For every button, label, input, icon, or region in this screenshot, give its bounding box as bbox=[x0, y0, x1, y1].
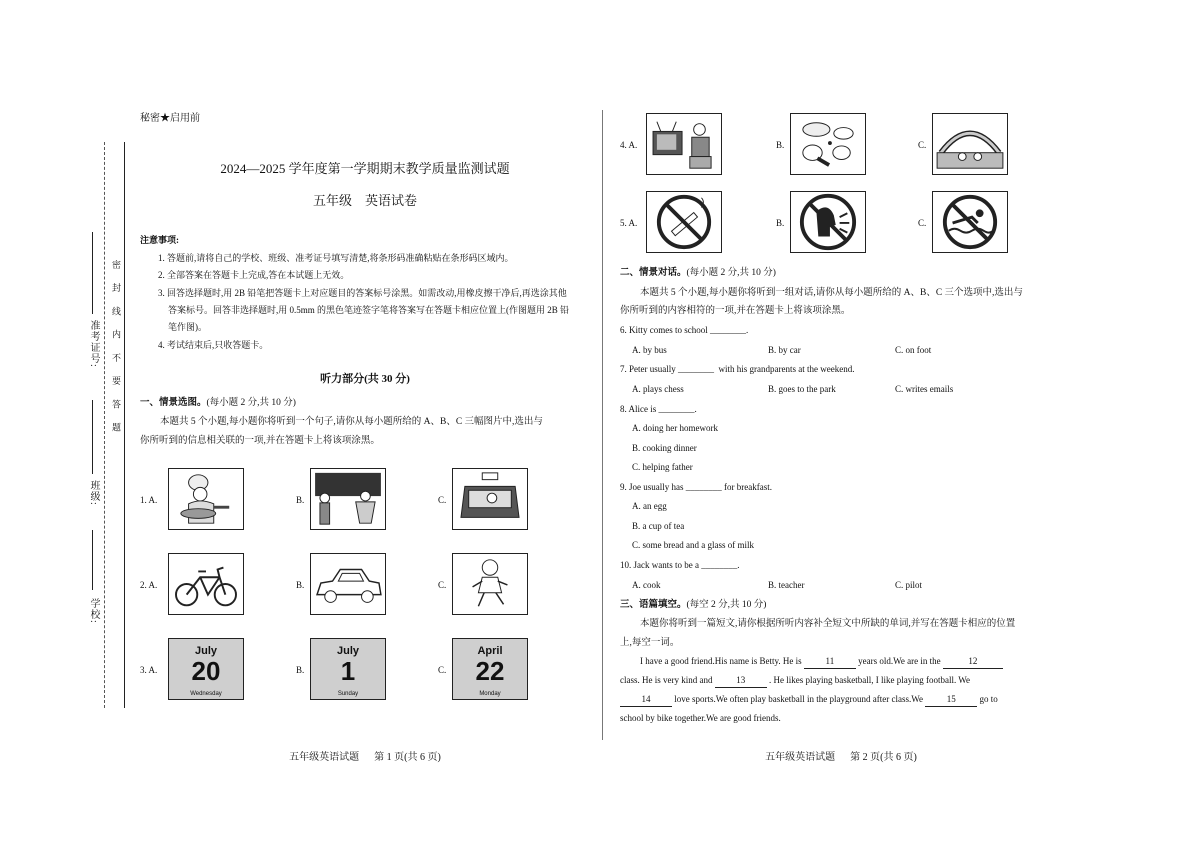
q10-stem: 10. Jack wants to be a ________. bbox=[620, 560, 740, 570]
q6-stem: 6. Kitty comes to school ________. bbox=[620, 325, 749, 335]
q1-label: 1. A. bbox=[140, 495, 158, 505]
note-3-cont: 答案标号。回答非选择题时,用 0.5mm 的黑色笔迹签字笔将答案写在答题卡相应位置上(作图题用 2B 铅 bbox=[168, 305, 570, 315]
section2-heading bbox=[620, 266, 776, 280]
q8-option-c: C. helping father bbox=[632, 462, 693, 472]
side-seal-text: 密 封 线 内 不 要 答 题 bbox=[111, 260, 121, 438]
q7-stem: 7. Peter usually ________ with his grandparents at the weekend. bbox=[620, 364, 855, 374]
note-3: 3. 回答选择题时,用 2B 铅笔把答题卡上对应题目的答案标号涂黑。如需改动,用橡皮擦干净后,再选涂其他 bbox=[158, 288, 567, 298]
passage-text-2b: . He likes playing basketball, I like playing football. We bbox=[768, 675, 971, 685]
q7-option-b: B. goes to the park bbox=[768, 384, 836, 394]
q8-option-b: B. cooking dinner bbox=[632, 443, 697, 453]
section1-instr-1: 本题共 5 个小题,每小题你将听到一个句子,请你从每小题所给的 A、B、C 三幅图片中,选出与 bbox=[160, 417, 543, 427]
page1-footer: 五年级英语试题 第 1 页(共 6 页) bbox=[289, 752, 441, 763]
passage-text-3b: love sports.We often play basketball in the playground after class.We bbox=[674, 694, 923, 704]
school-blank bbox=[92, 530, 93, 590]
q10-option-c: C. pilot bbox=[895, 580, 923, 590]
q3b-day: 1 bbox=[340, 656, 356, 686]
q1b-teacher-image bbox=[310, 468, 386, 530]
q7-option-c: C. writes emails bbox=[895, 384, 954, 394]
q4c-park-image bbox=[932, 113, 1008, 175]
notes-title: 注意事项: bbox=[140, 235, 179, 245]
q2b-car-image bbox=[310, 553, 386, 615]
q3b-calendar bbox=[310, 638, 386, 700]
q4-b-label: B. bbox=[776, 140, 785, 150]
section3-title: 三、语篇填空。 bbox=[620, 600, 687, 610]
side-class-label: 班级: bbox=[88, 480, 99, 506]
section3-heading bbox=[620, 598, 766, 612]
q9-option-c: C. some bread and a glass of milk bbox=[632, 540, 754, 550]
q5-c-label: C. bbox=[918, 218, 927, 228]
q3c-month: April bbox=[477, 645, 503, 657]
q3a-month: July bbox=[194, 645, 217, 657]
q4-c-label: C. bbox=[918, 140, 927, 150]
q3b-week: Sunday bbox=[337, 691, 359, 697]
note-3-cont2: 笔作图)。 bbox=[168, 322, 207, 332]
passage-line-1 bbox=[640, 655, 1003, 669]
note-1: 1. 答题前,请将自己的学校、班级、准考证号填写清楚,将条形码准确粘贴在条形码区域内。 bbox=[158, 253, 514, 263]
q2-c-label: C. bbox=[438, 580, 447, 590]
q6-option-c: C. on foot bbox=[895, 345, 932, 355]
section3-note: (每空 2 分,共 10 分) bbox=[686, 600, 767, 610]
q8-stem: 8. Alice is ________. bbox=[620, 404, 697, 414]
section2-title: 二、情景对话。 bbox=[620, 268, 687, 278]
q1c-taxi-image bbox=[452, 468, 528, 530]
q3c-week: Monday bbox=[479, 691, 501, 697]
q9-option-b: B. a cup of tea bbox=[632, 521, 685, 531]
q10-option-a: A. cook bbox=[632, 580, 661, 590]
q2a-bicycle-image bbox=[168, 553, 244, 615]
q2c-walking-girl-image bbox=[452, 553, 528, 615]
passage-text-2a: class. He is very kind and bbox=[620, 675, 713, 685]
q2-b-label: B. bbox=[296, 580, 305, 590]
q5-b-label: B. bbox=[776, 218, 785, 228]
q7-option-a: A. plays chess bbox=[632, 384, 684, 394]
section1-note: (每小题 2 分,共 10 分) bbox=[206, 398, 296, 408]
section2-instr-1: 本题共 5 个小题,每小题你将听到一组对话,请你从每小题所给的 A、B、C 三个选项中,选出与 bbox=[640, 288, 1023, 298]
note-2: 2. 全部答案在答题卡上完成,答在本试题上无效。 bbox=[158, 270, 350, 280]
q3a-day: 20 bbox=[191, 656, 221, 686]
class-blank bbox=[92, 400, 93, 474]
page2-footer: 五年级英语试题 第 2 页(共 6 页) bbox=[765, 752, 917, 763]
passage-line-4: school by bike together.We are good friends. bbox=[620, 713, 781, 723]
listening-title: 听力部分(共 30 分) bbox=[320, 373, 410, 385]
side-school-label: 学校: bbox=[88, 598, 99, 624]
blank-13[interactable]: 13 bbox=[715, 674, 767, 688]
q3a-calendar bbox=[168, 638, 244, 700]
q5-label: 5. A. bbox=[620, 218, 638, 228]
passage-line-3 bbox=[620, 693, 998, 707]
side-id-label: 准考证号: bbox=[88, 320, 99, 368]
q1-c-label: C. bbox=[438, 495, 447, 505]
blank-15[interactable]: 15 bbox=[925, 693, 977, 707]
q5c-no-swimming-sign bbox=[932, 191, 1008, 253]
q3c-day: 22 bbox=[475, 656, 505, 686]
q10-option-b: B. teacher bbox=[768, 580, 805, 590]
blank-12[interactable]: 12 bbox=[943, 655, 1003, 669]
exam-title: 2024—2025 学年度第一学期期末教学质量监测试题 bbox=[220, 161, 510, 176]
q5b-no-talking-sign bbox=[790, 191, 866, 253]
passage-line-2 bbox=[620, 674, 970, 688]
q9-stem: 9. Joe usually has ________ for breakfast. bbox=[620, 482, 772, 492]
q3-c-label: C. bbox=[438, 665, 447, 675]
q8-option-a: A. doing her homework bbox=[632, 423, 718, 433]
q3c-calendar bbox=[452, 638, 528, 700]
note-4: 4. 考试结束后,只收答题卡。 bbox=[158, 340, 269, 350]
passage-text-1a: I have a good friend.His name is Betty. He is bbox=[640, 656, 802, 666]
exam-subtitle: 五年级 英语试卷 bbox=[312, 193, 417, 208]
blank-14[interactable]: 14 bbox=[620, 693, 672, 707]
q5a-no-smoking-sign bbox=[646, 191, 722, 253]
section1-title: 一、情景选图。 bbox=[140, 398, 207, 408]
q4b-pingpong-image bbox=[790, 113, 866, 175]
q3b-month: July bbox=[336, 645, 359, 657]
page-divider bbox=[602, 110, 603, 740]
section2-note: (每小题 2 分,共 10 分) bbox=[686, 268, 776, 278]
id-blank bbox=[92, 232, 93, 314]
q3a-week: Wednesday bbox=[190, 691, 222, 697]
blank-11[interactable]: 11 bbox=[804, 655, 856, 669]
q9-option-a: A. an egg bbox=[632, 501, 667, 511]
section1-instr-2: 你所听到的信息相关联的一项,并在答题卡上将该项涂黑。 bbox=[140, 436, 380, 446]
q1-b-label: B. bbox=[296, 495, 305, 505]
passage-text-3c: go to bbox=[979, 694, 998, 704]
q3-label: 3. A. bbox=[140, 665, 158, 675]
q4-label: 4. A. bbox=[620, 140, 638, 150]
section2-instr-2: 你所听到的内容相符的一项,并在答题卡上将该项涂黑。 bbox=[620, 306, 851, 316]
section3-instr-2: 上,每空一词。 bbox=[620, 638, 680, 648]
q6-option-b: B. by car bbox=[768, 345, 801, 355]
binding-dashed-line bbox=[104, 142, 105, 708]
q1a-chef-image bbox=[168, 468, 244, 530]
q3-b-label: B. bbox=[296, 665, 305, 675]
secret-label: 秘密★启用前 bbox=[140, 113, 200, 124]
section1-heading bbox=[140, 396, 296, 410]
q6-option-a: A. by bus bbox=[632, 345, 667, 355]
section3-instr-1: 本题你将听到一篇短文,请你根据所听内容补全短文中所缺的单词,并写在答题卡相应的位置 bbox=[640, 619, 1016, 629]
binding-solid-line bbox=[124, 142, 125, 708]
passage-text-1b: years old.We are in the bbox=[858, 656, 941, 666]
q4a-tv-image bbox=[646, 113, 722, 175]
q2-label: 2. A. bbox=[140, 580, 158, 590]
